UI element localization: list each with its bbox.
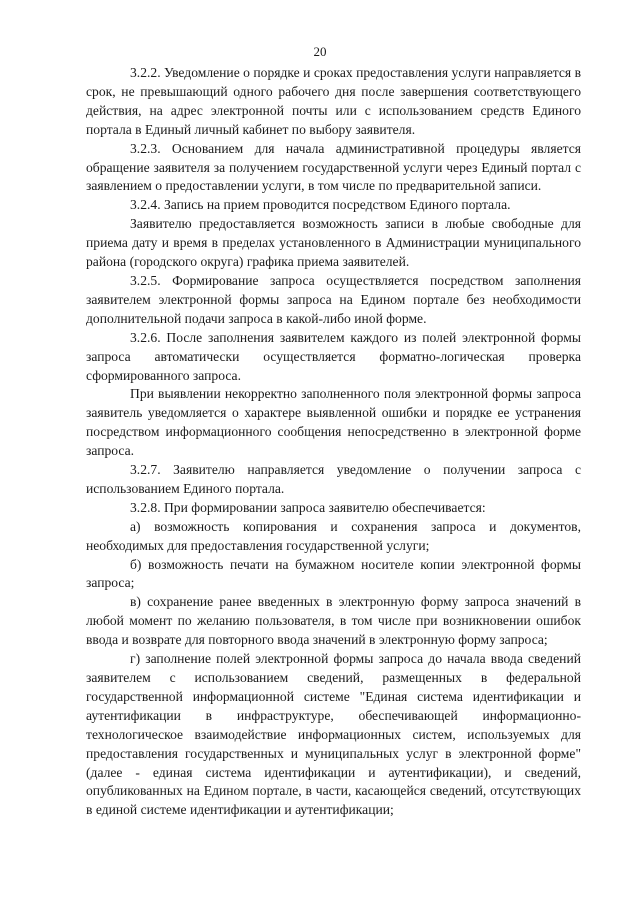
list-item-a: а) возможность копирования и сохранения запроса и документов, необходимых для предоставления государственной услуги;: [86, 518, 581, 553]
paragraph-3-2-3: 3.2.3. Основанием для начала административной процедуры является обращение заявителя за получением государственной услуги через Единый портал с заявлением о предоставлении услуги, в том числе по предварительной записи.: [86, 140, 581, 194]
paragraph-3-2-7: 3.2.7. Заявителю направляется уведомление о получении запроса с использованием Единого портала.: [86, 462, 581, 496]
paragraph-error-notification: При выявлении некорректно заполненного поля электронной формы запроса заявитель уведомляется о характере выявленной ошибки и порядке ее устранения посредством информационного сообщения непосредственно в электронной форме запроса.: [86, 386, 581, 459]
list-item-b: б) возможность печати на бумажном носителе копии электронной формы запроса;: [86, 556, 581, 591]
list-item-v: в) сохранение ранее введенных в электронную форму запроса значений в любой момент по желанию пользователя, в том числе при возникновении ошибок ввода и возврате для повторного ввода значений в электронную форму запроса;: [86, 594, 581, 648]
paragraph-3-2-8: 3.2.8. При формировании запроса заявителю обеспечивается:: [130, 499, 486, 515]
paragraph-3-2-4: 3.2.4. Запись на прием проводится посредством Единого портала.: [130, 197, 511, 213]
paragraph-3-2-2: 3.2.2. Уведомление о порядке и сроках предоставления услуги направляется в срок, не превышающий одного рабочего дня после завершения соответствующего действия, на адрес электронной почты или с использованием средств Единого портала в Единый личный кабинет по выбору заявителя.: [86, 65, 581, 137]
paragraph-3-2-6: 3.2.6. После заполнения заявителем каждого из полей электронной формы запроса автоматически осуществляется форматно-логическая проверка сформированного запроса.: [86, 329, 581, 383]
paragraph-3-2-5: 3.2.5. Формирование запроса осуществляется посредством заполнения заявителем электронной формы запроса на Едином портале без необходимости дополнительной подачи запроса в какой-либо иной форме.: [86, 272, 581, 326]
page-number: 20: [313, 44, 327, 59]
list-item-g: г) заполнение полей электронной формы запроса до начала ввода сведений заявителем с использованием сведений, размещенных в федеральной государственной информационной системе "Единая система идентификации и аутентификации в инфраструктуре, обеспечивающей информационно-технологическое взаимодействие информационных систем, используемых для предоставления государственных и муниципальных услуг в электронной форме" (далее - единая система идентификации и аутентификации), и сведений, опубликованных на Едином портале, в части, касающейся сведений, отсутствующих в единой системе идентификации и аутентификации;: [86, 651, 581, 818]
document-body: [86, 64, 581, 820]
paragraph-appointment-details: Заявителю предоставляется возможность записи в любые свободные для приема дату и время в пределах установленного в Администрации муниципального района (городского округа) графика приема заявителей.: [86, 216, 581, 270]
